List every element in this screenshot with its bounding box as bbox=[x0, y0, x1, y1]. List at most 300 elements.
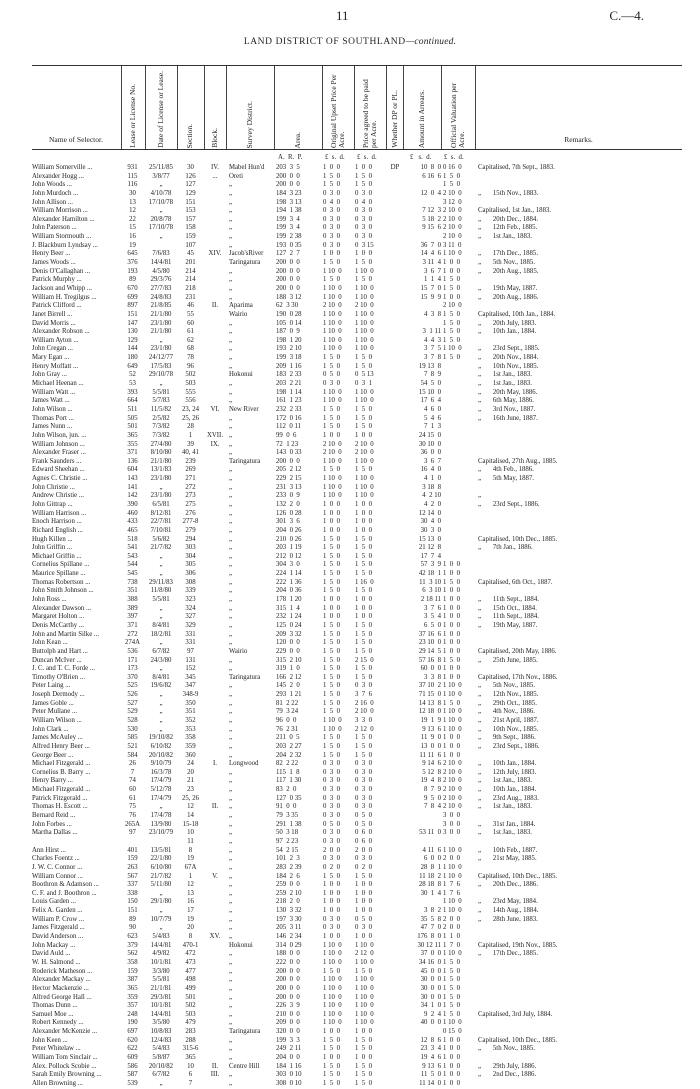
lease-date: 7/3/82 bbox=[152, 423, 170, 431]
lease-date: 22/7/81 bbox=[150, 518, 172, 526]
lease-number: 159 bbox=[127, 967, 138, 975]
remarks: „ 10th Jan., 1884. bbox=[478, 786, 537, 794]
price-agreed: 1 5 0 bbox=[355, 552, 372, 560]
survey-district: „ bbox=[229, 1019, 233, 1027]
lease-number: 159 bbox=[127, 855, 138, 863]
section: 288 bbox=[185, 1036, 196, 1044]
arrears: 12 0 4 bbox=[420, 189, 441, 197]
price-agreed: 2 10 0 bbox=[355, 302, 374, 310]
upset-price: 2 10 0 bbox=[323, 302, 342, 310]
remarks: „ 12th July, 1883. bbox=[478, 768, 537, 776]
selector-name: Roderick Matheson ... bbox=[32, 967, 93, 975]
lease-number: 147 bbox=[127, 319, 138, 327]
survey-district: „ bbox=[229, 336, 233, 344]
survey-district: „ bbox=[229, 570, 233, 578]
selector-name: J. C. and T. C. Forde ... bbox=[32, 665, 95, 673]
table-row bbox=[32, 726, 682, 735]
selector-name: John Ross ... bbox=[32, 596, 67, 604]
selector-name: John Wilson ... bbox=[32, 405, 73, 413]
lease-date: 10/8/83 bbox=[150, 1028, 172, 1036]
col-header-block: Block. bbox=[210, 128, 219, 148]
selector-name: Enoch Harrison ... bbox=[32, 518, 82, 526]
arrears: 3 11 4 bbox=[422, 259, 441, 267]
section: 327 bbox=[185, 613, 196, 621]
area: 319 1 0 bbox=[276, 665, 300, 673]
selector-name: William Morrison ... bbox=[32, 207, 88, 215]
section: 45 bbox=[187, 250, 194, 258]
selector-name: Peter Whitelaw ... bbox=[32, 1045, 81, 1053]
lease-date: 6/5/81 bbox=[152, 500, 170, 508]
valuation: 1 0 0 bbox=[443, 561, 460, 569]
survey-district: „ bbox=[229, 950, 233, 958]
valuation: 1 5 0 bbox=[443, 172, 460, 180]
lease-number: 390 bbox=[127, 500, 138, 508]
arrears: 19 4 6 bbox=[420, 1053, 441, 1061]
valuation: 3 0 0 bbox=[443, 829, 460, 837]
area: 320 0 0 bbox=[276, 1028, 300, 1036]
price-agreed: 1 5 0 bbox=[355, 362, 372, 370]
lease-number: 358 bbox=[127, 958, 138, 966]
col-header-arrears: Amount in Arrears. bbox=[417, 89, 426, 148]
area: 199 2 38 bbox=[276, 233, 302, 241]
upset-price: 1 0 0 bbox=[323, 604, 340, 612]
survey-district: „ bbox=[229, 483, 233, 491]
selector-name: Peter Laing ... bbox=[32, 682, 71, 690]
block: II. bbox=[211, 302, 219, 310]
area: 200 0 0 bbox=[276, 976, 300, 984]
area: 188 3 12 bbox=[276, 293, 302, 301]
table-row bbox=[32, 302, 682, 311]
survey-district: „ bbox=[229, 561, 233, 569]
lease-date: 13/5/81 bbox=[150, 846, 172, 854]
survey-district: Wairio bbox=[229, 647, 248, 655]
selector-name: Denis McCarthy ... bbox=[32, 621, 84, 629]
upset-price: 1 5 0 bbox=[323, 544, 340, 552]
lease-date: 3/5/80 bbox=[152, 1019, 170, 1027]
upset-price: 0 3 0 bbox=[323, 915, 340, 923]
price-agreed: 2 12 0 bbox=[355, 950, 374, 958]
price-agreed: 1 10 0 bbox=[355, 976, 374, 984]
valuation: 3 12 0 bbox=[443, 198, 462, 206]
area: 209 1 16 bbox=[276, 362, 302, 370]
upset-price: 1 5 0 bbox=[323, 691, 340, 699]
survey-district: „ bbox=[229, 492, 233, 500]
price-agreed: 1 10 0 bbox=[355, 284, 374, 292]
remarks: „ 7th Jan., 1886. bbox=[478, 544, 533, 552]
selector-name: Henry Barry ... bbox=[32, 777, 73, 785]
remarks: Capitalised, 27th Aug., 1885. bbox=[478, 457, 558, 465]
price-agreed: 0 3 0 bbox=[355, 855, 372, 863]
selector-name: Frank Saunders ... bbox=[32, 457, 82, 465]
lease-number: 357 bbox=[127, 1002, 138, 1010]
valuation: 1 0 0 bbox=[443, 259, 460, 267]
selector-name: Peter Mullane ... bbox=[32, 708, 78, 716]
lease-date: 21/1/80 bbox=[150, 310, 172, 318]
survey-district: Longwood bbox=[229, 760, 259, 768]
area: 203 2 21 bbox=[276, 380, 302, 388]
table-row bbox=[32, 363, 682, 372]
upset-price: 1 5 0 bbox=[323, 734, 340, 742]
lease-date: 6/7/82 bbox=[152, 1071, 170, 1079]
section: 67A bbox=[184, 863, 197, 871]
selector-name: William Wilson ... bbox=[32, 717, 82, 724]
remarks: „ 6th May, 1886. bbox=[478, 397, 535, 405]
dp-or-pl: DP bbox=[390, 164, 400, 171]
lease-number: 543 bbox=[127, 552, 138, 560]
section: 472 bbox=[185, 950, 196, 958]
area: 229 0 0 bbox=[276, 647, 300, 655]
lease-date: 11/8/80 bbox=[150, 587, 172, 595]
table-row bbox=[32, 216, 682, 225]
section: 153 bbox=[185, 207, 196, 215]
area: 198 3 13 bbox=[276, 198, 302, 206]
table-row bbox=[32, 536, 682, 545]
section: 331 bbox=[185, 639, 196, 647]
remarks: Capitalised, 10th Dec., 1885. bbox=[478, 535, 558, 543]
valuation: 1 0 0 bbox=[443, 665, 460, 673]
survey-district: „ bbox=[229, 518, 233, 526]
valuation: 1 5 0 bbox=[443, 984, 460, 992]
remarks: „ 19th May, 1887. bbox=[478, 621, 538, 629]
table-row bbox=[32, 527, 682, 536]
survey-district: „ bbox=[229, 872, 233, 880]
price-agreed: 1 5 0 bbox=[355, 734, 372, 742]
valuation: 1 5 0 bbox=[443, 328, 460, 336]
arrears: 30 3 0 bbox=[420, 526, 441, 534]
section: 78 bbox=[187, 354, 194, 362]
arrears: 4 11 6 bbox=[422, 846, 441, 854]
table-row bbox=[32, 561, 682, 570]
price-agreed: 1 5 0 bbox=[355, 561, 372, 569]
section: 23 bbox=[187, 786, 194, 794]
area: 161 1 23 bbox=[276, 397, 302, 405]
valuation: 2 10 0 bbox=[443, 189, 462, 197]
section: 16 bbox=[187, 898, 194, 906]
section: 331 bbox=[185, 630, 196, 638]
arrears: 13 0 0 bbox=[420, 742, 441, 750]
lease-date: „ bbox=[159, 336, 163, 344]
upset-price: 0 4 0 bbox=[323, 198, 340, 206]
price-agreed: 2 10 0 bbox=[355, 449, 374, 457]
survey-district: „ bbox=[229, 241, 233, 249]
upset-price: 1 10 0 bbox=[323, 319, 342, 327]
selector-name: David Auld ... bbox=[32, 950, 71, 958]
valuation: 2 10 0 bbox=[443, 233, 462, 241]
price-agreed: 1 5 0 bbox=[355, 1036, 372, 1044]
upset-price: 1 5 0 bbox=[323, 587, 340, 595]
table-row bbox=[32, 613, 682, 622]
selector-name: Thomas Port ... bbox=[32, 414, 74, 422]
unit-price: £ s. d. bbox=[357, 154, 377, 161]
remarks: „ 12th Feb., 1885. bbox=[478, 224, 538, 232]
valuation: 1 5 0 bbox=[443, 656, 460, 664]
table-row bbox=[32, 959, 682, 968]
lease-number: 545 bbox=[127, 570, 138, 578]
section: 269 bbox=[185, 466, 196, 474]
lease-date: 6/7/82 bbox=[152, 647, 170, 655]
survey-district: Taringatura bbox=[229, 1028, 261, 1036]
selector-name: Alexander Hogg ... bbox=[32, 172, 84, 180]
lease-number: 697 bbox=[127, 1028, 138, 1036]
table-row bbox=[32, 587, 682, 596]
area: 97 2 23 bbox=[276, 837, 299, 845]
lease-number: 193 bbox=[127, 267, 138, 275]
price-agreed: 1 0 0 bbox=[355, 526, 372, 534]
lease-date: 5/4/83 bbox=[152, 1045, 170, 1053]
upset-price: 1 5 0 bbox=[323, 466, 340, 474]
upset-price: 1 5 0 bbox=[323, 665, 340, 673]
lease-date: „ bbox=[159, 639, 163, 647]
lease-number: 7 bbox=[130, 768, 135, 776]
area: 190 0 28 bbox=[276, 310, 302, 318]
lease-date: 7/3/82 bbox=[152, 431, 170, 439]
price-agreed: 1 10 0 bbox=[355, 1002, 374, 1010]
selector-name: William H. Tregilgus ... bbox=[32, 293, 97, 301]
price-agreed: 1 5 0 bbox=[355, 535, 372, 543]
price-agreed: 1 5 0 bbox=[355, 639, 372, 647]
valuation: 1 5 0 bbox=[443, 1002, 460, 1010]
block: XV. bbox=[209, 933, 221, 941]
table-row bbox=[32, 838, 682, 847]
selector-name: Hector Mackenzie ... bbox=[32, 984, 89, 992]
table-row bbox=[32, 674, 682, 683]
price-agreed: 1 5 0 bbox=[355, 466, 372, 474]
section: 55 bbox=[187, 310, 194, 318]
area: 143 0 33 bbox=[276, 449, 302, 457]
section: 350 bbox=[185, 699, 196, 707]
valuation: 1 7 0 bbox=[443, 941, 460, 949]
selector-name: Alex. Pollock Scobie ... bbox=[32, 1062, 97, 1070]
lease-number: 433 bbox=[127, 518, 138, 526]
lease-date: 4/5/80 bbox=[152, 267, 170, 275]
arrears: 10 8 0 bbox=[420, 164, 441, 171]
upset-price: 0 3 0 bbox=[323, 803, 340, 811]
area: 200 0 0 bbox=[276, 967, 300, 975]
lease-date: 24/8/83 bbox=[150, 293, 172, 301]
price-agreed: 1 10 0 bbox=[355, 492, 374, 500]
price-agreed: 2 16 0 bbox=[355, 699, 374, 707]
price-agreed: 1 5 0 bbox=[355, 665, 372, 673]
lease-number: 931 bbox=[127, 164, 138, 171]
valuation: 1 0 0 bbox=[443, 630, 460, 638]
selector-name: William P. Crow ... bbox=[32, 915, 85, 923]
upset-price: 0 3 0 bbox=[323, 924, 340, 932]
selector-name: John Allison ... bbox=[32, 198, 73, 206]
survey-district: „ bbox=[229, 984, 233, 992]
price-agreed: 1 10 0 bbox=[355, 483, 374, 491]
arrears: 5 12 8 bbox=[422, 768, 441, 776]
survey-district: „ bbox=[229, 682, 233, 690]
survey-district: „ bbox=[229, 198, 233, 206]
remarks: „ 23rd Sept., 1886. bbox=[478, 500, 540, 508]
upset-price: 0 3 0 bbox=[323, 760, 340, 768]
section: 359 bbox=[185, 742, 196, 750]
section: 13 bbox=[187, 889, 194, 897]
section: 360 bbox=[185, 751, 196, 759]
valuation: 1 5 0 bbox=[443, 310, 460, 318]
area: 184 2 6 bbox=[276, 872, 300, 880]
valuation: 2 10 0 bbox=[443, 224, 462, 232]
lease-date: „ bbox=[159, 803, 163, 811]
remarks: Capitalised, 1st Jan., 1883. bbox=[478, 207, 552, 215]
valuation: 1 0 0 bbox=[443, 596, 460, 604]
section: 7 bbox=[188, 1079, 193, 1087]
section: 25, 26 bbox=[182, 414, 199, 422]
price-agreed: 1 5 0 bbox=[355, 587, 372, 595]
selector-name: James Woods ... bbox=[32, 259, 76, 267]
arrears: 23 3 4 bbox=[420, 1045, 441, 1053]
arrears: 19 4 8 bbox=[420, 777, 441, 785]
upset-price: 1 0 0 bbox=[323, 881, 340, 889]
lease-date: 14/4/81 bbox=[150, 259, 172, 267]
remarks: „ 23rd Sept., 1885. bbox=[478, 345, 540, 353]
block: IV. bbox=[211, 164, 219, 171]
lease-date: „ bbox=[159, 889, 163, 897]
price-agreed: 1 5 0 bbox=[355, 259, 372, 267]
upset-price: 1 10 0 bbox=[323, 267, 342, 275]
lease-number: 19 bbox=[129, 241, 136, 249]
lease-number: 699 bbox=[127, 293, 138, 301]
upset-price: 0 3 0 bbox=[323, 812, 340, 820]
selector-name: John Paterson ... bbox=[32, 224, 77, 232]
area: 91 0 0 bbox=[276, 803, 297, 811]
lease-date: 17/4/79 bbox=[150, 794, 172, 802]
section: 158 bbox=[185, 224, 196, 232]
lease-date: 5/12/78 bbox=[150, 786, 172, 794]
table-row bbox=[32, 441, 682, 450]
survey-district: „ bbox=[229, 855, 233, 863]
table-row bbox=[32, 475, 682, 484]
table-row bbox=[32, 924, 682, 933]
upset-price: 1 5 0 bbox=[323, 354, 340, 362]
lease-date: 5/5/81 bbox=[152, 388, 170, 396]
lease-date: 4/10/78 bbox=[150, 189, 172, 197]
survey-district: „ bbox=[229, 578, 233, 586]
block: ... bbox=[212, 172, 218, 180]
selector-name: Maurice Spillane ... bbox=[32, 570, 86, 578]
table-row bbox=[32, 233, 682, 242]
upset-price: 1 10 0 bbox=[323, 345, 342, 353]
selector-name: Alexander Mackay ... bbox=[32, 976, 91, 984]
arrears: 30 0 0 bbox=[420, 976, 441, 984]
section: 1 bbox=[188, 431, 193, 439]
table-row bbox=[32, 700, 682, 709]
survey-district: „ bbox=[229, 526, 233, 534]
selector-name: Boothron & Adamson ... bbox=[32, 881, 99, 889]
selector-name: John Gittrap ... bbox=[32, 500, 73, 508]
valuation: 1 10 0 bbox=[443, 682, 462, 690]
section: 306 bbox=[185, 570, 196, 578]
area: 184 3 23 bbox=[276, 189, 302, 197]
price-agreed: 3 7 6 bbox=[355, 691, 372, 699]
upset-price: 1 10 0 bbox=[323, 328, 342, 336]
section: 218 bbox=[185, 284, 196, 292]
selector-name: Alfred Henry Beer ... bbox=[32, 742, 90, 750]
area: 209 0 0 bbox=[276, 1019, 300, 1027]
valuation: 1 5 0 bbox=[443, 967, 460, 975]
price-agreed: 0 6 0 bbox=[355, 837, 372, 845]
remarks: „ 10th Nov., 1885. bbox=[478, 362, 539, 370]
section: 323 bbox=[185, 596, 196, 604]
lease-date: 21/1/80 bbox=[150, 328, 172, 336]
survey-district: Hokonui bbox=[229, 941, 253, 949]
selector-name: Joseph Dermody ... bbox=[32, 691, 85, 699]
lease-date: „ bbox=[159, 380, 163, 388]
lease-date: 12/4/83 bbox=[150, 1036, 172, 1044]
survey-district: „ bbox=[229, 509, 233, 517]
table-row bbox=[32, 311, 682, 320]
selector-name: James McAuley ... bbox=[32, 734, 83, 742]
selector-name: James Nunn ... bbox=[32, 423, 73, 431]
lease-number: 89 bbox=[129, 276, 136, 284]
selector-name: Bernard Reid ... bbox=[32, 812, 76, 820]
selector-name: William Watt ... bbox=[32, 388, 76, 396]
lease-number: 738 bbox=[127, 578, 138, 586]
remarks: „ 23rd May, 1884. bbox=[478, 898, 538, 906]
section: 151 bbox=[185, 198, 196, 206]
remarks: Capitalised, 6th Oct., 1887. bbox=[478, 578, 553, 586]
section: 329 bbox=[185, 621, 196, 629]
survey-district: Taringatura bbox=[229, 259, 261, 267]
upset-price: 0 3 0 bbox=[323, 207, 340, 215]
upset-price: 1 10 0 bbox=[323, 984, 342, 992]
area: 199 3 18 bbox=[276, 354, 302, 362]
remarks: „ 1st Jan., 1883. bbox=[478, 777, 532, 785]
valuation: 2 10 0 bbox=[443, 777, 462, 785]
arrears: 6 0 0 bbox=[424, 855, 441, 863]
lease-number: 518 bbox=[127, 535, 138, 543]
upset-price: 0 3 0 bbox=[323, 189, 340, 197]
lease-number: 511 bbox=[127, 405, 138, 413]
table-row bbox=[32, 173, 682, 182]
lease-date: 6/10/82 bbox=[150, 742, 172, 750]
lease-number: 536 bbox=[127, 647, 138, 655]
lease-date: 21/7/82 bbox=[150, 872, 172, 880]
lease-date: 14/4/81 bbox=[150, 941, 172, 949]
table-row bbox=[32, 164, 682, 173]
price-agreed: 0 3 0 bbox=[355, 786, 372, 794]
section: 15-18 bbox=[182, 820, 199, 828]
lease-date: „ bbox=[159, 725, 163, 733]
valuation: 1 10 0 bbox=[443, 345, 462, 353]
price-agreed: 1 0 0 bbox=[355, 250, 372, 258]
survey-district: „ bbox=[229, 552, 233, 560]
area: 203 1 19 bbox=[276, 544, 302, 552]
lease-date: 27/4/80 bbox=[150, 440, 172, 448]
section: 503 bbox=[185, 1010, 196, 1018]
upset-price: 0 3 0 bbox=[323, 786, 340, 794]
arrears: 4 6 0 bbox=[424, 405, 441, 413]
selector-name: John Christie ... bbox=[32, 483, 75, 491]
lease-date: „ bbox=[159, 483, 163, 491]
remarks: „ 11th Sept., 1884. bbox=[478, 613, 539, 621]
valuation: 3 0 0 bbox=[443, 820, 460, 828]
lease-date: 17/10/78 bbox=[148, 224, 174, 232]
arrears: 71 15 0 bbox=[418, 691, 441, 699]
area: 81 2 22 bbox=[276, 699, 299, 707]
selector-name: David Morris ... bbox=[32, 319, 76, 327]
lease-number: 359 bbox=[127, 993, 138, 1001]
area: 200 0 0 bbox=[276, 267, 300, 275]
area: 199 3 4 bbox=[276, 224, 300, 232]
arrears: 16 4 0 bbox=[420, 466, 441, 474]
upset-price: 1 0 0 bbox=[323, 526, 340, 534]
lease-date: 21/1/80 bbox=[150, 457, 172, 465]
section: 159 bbox=[185, 233, 196, 241]
table-row bbox=[32, 1080, 682, 1089]
lease-number: 265A bbox=[124, 820, 141, 828]
area: 259 2 10 bbox=[276, 889, 302, 897]
